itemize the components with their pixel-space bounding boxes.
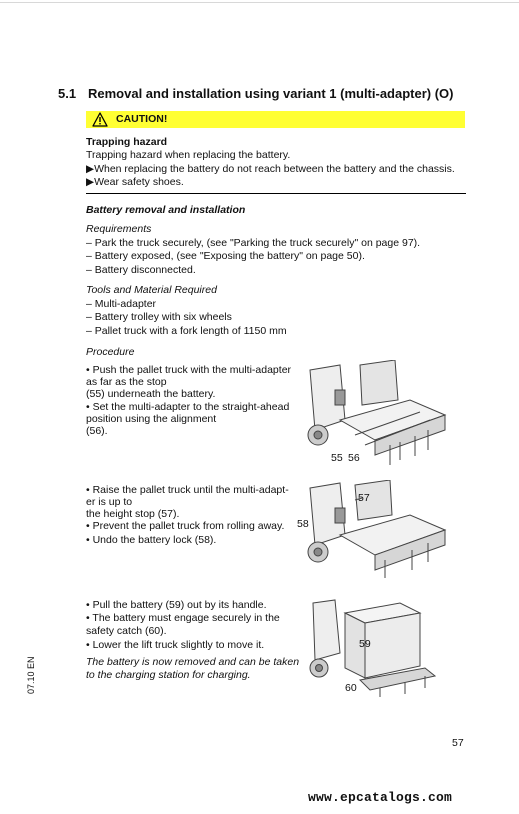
tool-item: – Multi-adapter [86,298,157,310]
procedure-line: • Lower the lift truck slightly to move it. [86,639,265,651]
procedure-note: The battery is now removed and can be taken [86,656,300,668]
figure-label: 56 [348,452,360,464]
procedure-line: the height stop (57). [86,508,180,520]
procedure-title: Procedure [86,346,135,358]
figure-pull-battery [305,598,445,698]
procedure-line: safety catch (60). [86,625,167,637]
tool-item: – Pallet truck with a fork length of 1150 mm [86,325,287,337]
section-title: Removal and installation using variant 1 (multi-adapter) (O) [88,86,454,101]
procedure-line: • The battery must engage securely in the [86,612,280,624]
caution-item: ▶When replacing the battery do not reach between the battery and the chassis. [86,163,455,175]
caution-label: CAUTION! [116,113,168,125]
procedure-line: as far as the stop [86,376,167,388]
figure-label: 58 [297,518,309,530]
procedure-line: • Undo the battery lock (58). [86,534,217,546]
figure-label: 59 [359,638,371,650]
requirement-item: – Battery disconnected. [86,264,196,276]
procedure-line: • Prevent the pallet truck from rolling away. [86,520,285,532]
caution-item: ▶Wear safety shoes. [86,176,184,188]
procedure-line: • Raise the pallet truck until the multi-adapt- [86,484,289,496]
procedure-line: • Push the pallet truck with the multi-adapter [86,364,292,376]
figure-label: 60 [345,682,357,694]
page-number: 57 [452,737,464,749]
tools-title: Tools and Material Required [86,284,217,296]
tool-item: – Battery trolley with six wheels [86,311,232,323]
side-note: 07.10 EN [26,656,36,694]
caution-text: Trapping hazard when replacing the battery. [86,149,291,161]
requirements-title: Requirements [86,223,152,235]
footer-url[interactable]: www.epcatalogs.com [308,790,453,805]
figure-multi-adapter-push [300,360,450,470]
procedure-line: (55) underneath the battery. [86,388,216,400]
requirement-item: – Park the truck securely, (see "Parking the truck securely" on page 97). [86,237,421,249]
figure-raise-pallet-truck [300,480,450,580]
procedure-line: (56). [86,425,108,437]
procedure-line: • Pull the battery (59) out by its handle. [86,599,267,611]
figure-label: 55 [331,452,343,464]
procedure-line: er is up to [86,496,133,508]
subheading: Battery removal and installation [86,204,246,216]
divider [86,193,466,194]
procedure-line: position using the alignment [86,413,217,425]
procedure-line: • Set the multi-adapter to the straight-ahead [86,401,290,413]
figure-label: 57 [358,492,370,504]
top-border-line [0,2,519,3]
requirement-item: – Battery exposed, (see "Exposing the battery" on page 50). [86,250,365,262]
caution-heading: Trapping hazard [86,136,168,148]
warning-triangle-icon [92,112,108,127]
procedure-note: to the charging station for charging. [86,669,251,681]
section-number: 5.1 [58,86,77,101]
